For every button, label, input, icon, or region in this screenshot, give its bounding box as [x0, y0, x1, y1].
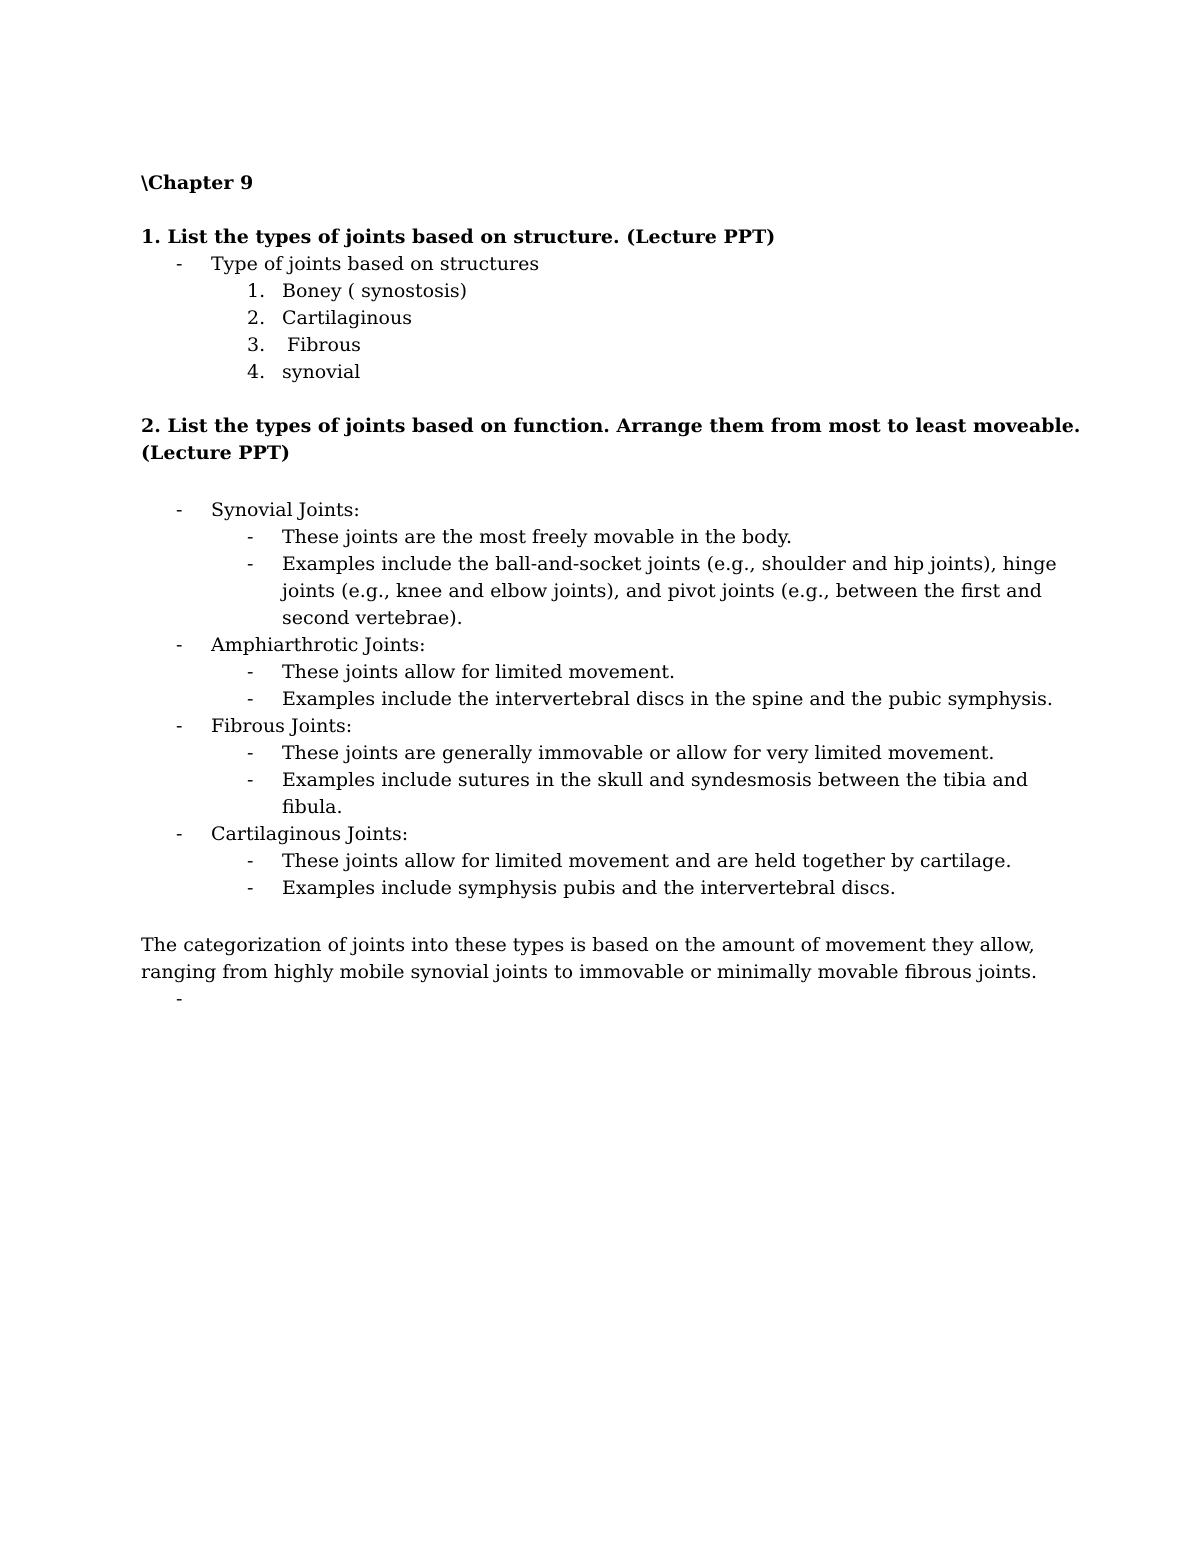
cartilaginous-bullet: -: [176, 823, 183, 845]
synovial-point-2-line-1: Examples include the ball-and-socket joints (e.g., shoulder and hip joints), hinge: [282, 553, 1057, 575]
synovial-point-2-line-3: second vertebrae).: [282, 607, 463, 629]
question-2-heading-line-1: 2. List the types of joints based on function. Arrange them from most to least moveable.: [141, 415, 1081, 437]
q1-item-4: synovial: [282, 361, 361, 383]
synovial-sub-bullet-1: -: [247, 526, 254, 548]
fibrous-sub-bullet-1: -: [247, 742, 254, 764]
summary-line-1: The categorization of joints into these types is based on the amount of movement they allow,: [141, 934, 1035, 956]
q1-item-4-number: 4.: [247, 361, 266, 383]
synovial-sub-bullet-2: -: [247, 553, 254, 575]
synovial-bullet: -: [176, 499, 183, 521]
trailing-bullet: -: [176, 988, 183, 1010]
synovial-title: Synovial Joints:: [211, 499, 360, 521]
fibrous-point-2-line-2: fibula.: [282, 796, 343, 818]
amphi-sub-bullet-1: -: [247, 661, 254, 683]
q1-item-3: Fibrous: [287, 334, 361, 356]
cartilaginous-point-1: These joints allow for limited movement and are held together by cartilage.: [282, 850, 1012, 872]
question-1-heading: 1. List the types of joints based on structure. (Lecture PPT): [141, 226, 776, 248]
cartilaginous-sub-bullet-1: -: [247, 850, 254, 872]
fibrous-title: Fibrous Joints:: [211, 715, 353, 737]
fibrous-bullet: -: [176, 715, 183, 737]
amphi-title: Amphiarthrotic Joints:: [211, 634, 426, 656]
cartilaginous-title: Cartilaginous Joints:: [211, 823, 409, 845]
question-2-heading-line-2: (Lecture PPT): [141, 442, 291, 464]
synovial-point-2-line-2: joints (e.g., knee and elbow joints), and pivot joints (e.g., between the first and: [282, 580, 1042, 602]
amphi-point-2: Examples include the intervertebral discs in the spine and the pubic symphysis.: [282, 688, 1053, 710]
amphi-bullet: -: [176, 634, 183, 656]
synovial-point-1: These joints are the most freely movable in the body.: [282, 526, 793, 548]
cartilaginous-sub-bullet-2: -: [247, 877, 254, 899]
q1-item-1: Boney ( synostosis): [282, 280, 468, 302]
q1-item-2-number: 2.: [247, 307, 266, 329]
q1-bullet: -: [176, 253, 183, 275]
q1-intro: Type of joints based on structures: [211, 253, 540, 275]
cartilaginous-point-2: Examples include symphysis pubis and the intervertebral discs.: [282, 877, 896, 899]
q1-item-3-number: 3.: [247, 334, 266, 356]
q1-item-1-number: 1.: [247, 280, 266, 302]
amphi-sub-bullet-2: -: [247, 688, 254, 710]
summary-line-2: ranging from highly mobile synovial joints to immovable or minimally movable fibrous joints.: [141, 961, 1038, 983]
fibrous-sub-bullet-2: -: [247, 769, 254, 791]
q1-item-2: Cartilaginous: [282, 307, 412, 329]
fibrous-point-1: These joints are generally immovable or allow for very limited movement.: [282, 742, 995, 764]
chapter-title: \Chapter 9: [141, 172, 254, 194]
fibrous-point-2-line-1: Examples include sutures in the skull and syndesmosis between the tibia and: [282, 769, 1029, 791]
amphi-point-1: These joints allow for limited movement.: [282, 661, 676, 683]
